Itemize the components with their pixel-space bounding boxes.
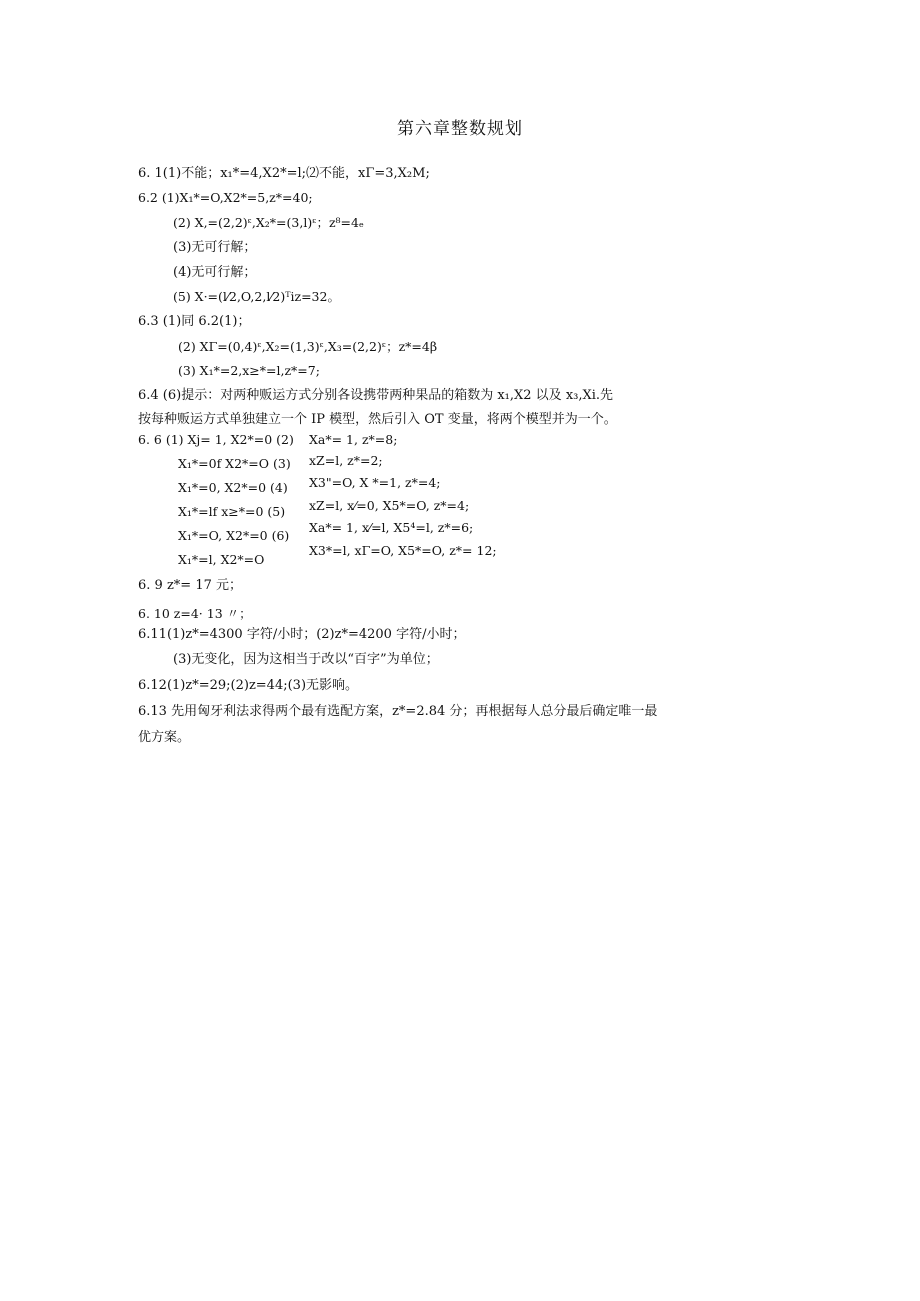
answer-6-2-part3: (3)无可行解； (173, 240, 257, 255)
answer-6-2: 6.2 (1)X₁*=O,X2*=5,z*=40; (138, 190, 313, 205)
answer-6-6-row4-right: xZ=l, x⁄=0, X5*=O, z*=4; (309, 498, 470, 513)
answer-6-6-row3-right: X3"=O, X *=1, z*=4; (309, 475, 441, 490)
answer-6-6-row3-left: X₁*=0, X2*=0 (4) (178, 480, 288, 495)
answer-6-3: 6.3 (1)同 6.2(1)； (138, 314, 251, 329)
answer-6-4: 6.4 (6)提示：对两种贩运方式分别各设携带两种果品的箱数为 x₁,X2 以及 x₃,Xi.先 (138, 388, 614, 403)
answer-6-13-continued: 优方案。 (138, 730, 191, 745)
page-title: 第六章整数规划 (397, 119, 523, 139)
answer-6-6-row5-left: X₁*=O, X2*=0 (6) (178, 528, 290, 543)
answer-6-6-row4-left: X₁*=lf x≥*=0 (5) (178, 504, 286, 519)
answer-6-6-row1-right: Xa*= 1, z*=8; (309, 432, 398, 447)
answer-6-10: 6. 10 z=4· 13 〃； (138, 606, 252, 621)
answer-6-11: 6.11(1)z*=4300 字符/小时；(2)z*=4200 字符/小时； (138, 627, 466, 642)
answer-6-4-continued: 按每种贩运方式单独建立一个 IP 模型，然后引入 OT 变量，将两个模型并为一个。 (138, 412, 617, 427)
answer-6-2-part5: (5) X·=(l⁄2,O,2,l⁄2)ᵀiz=32。 (173, 289, 340, 304)
answer-6-6-row2-left: X₁*=0f X2*=O (3) (178, 456, 291, 471)
answer-6-3-part2: (2) XΓ=(0,4)ᵋ,X₂=(1,3)ᵋ,X₃=(2,2)ᵋ；z*=4β (178, 339, 438, 354)
answer-6-1: 6. 1(1)不能；x₁*=4,X2*=l;⑵不能，xΓ=3,X₂M; (138, 166, 430, 181)
answer-6-3-part3: (3) X₁*=2,x≥*=l,z*=7; (178, 363, 320, 378)
answer-6-13: 6.13 先用匈牙利法求得两个最有选配方案，z*=2.84 分；再根据每人总分最后确定唯一最 (138, 704, 658, 719)
answer-6-12: 6.12(1)z*=29;(2)z=44;(3)无影响。 (138, 678, 359, 693)
answer-6-2-part2: (2) X,=(2,2)ᵋ,X₂*=(3,l)ᵋ；z⁸=4ₑ (173, 215, 364, 230)
answer-6-9: 6. 9 z*= 17 元； (138, 578, 242, 593)
answer-6-6-row1-left: 6. 6 (1) Xj= 1, X2*=0 (2) (138, 432, 294, 447)
answer-6-6-row6-right: X3*=l, xΓ=O, X5*=O, z*= 12; (309, 543, 497, 558)
answer-6-11-part3: (3)无变化，因为这相当于改以“百字”为单位； (173, 652, 439, 667)
answer-6-6-row2-right: xZ=l, z*=2; (309, 453, 383, 468)
answer-6-6-row5-right: Xa*= 1, x⁄=l, X5⁴=l, z*=6; (309, 520, 474, 535)
answer-6-2-part4: (4)无可行解； (173, 265, 257, 280)
answer-6-6-row6-left: X₁*=l, X2*=O (178, 552, 265, 567)
